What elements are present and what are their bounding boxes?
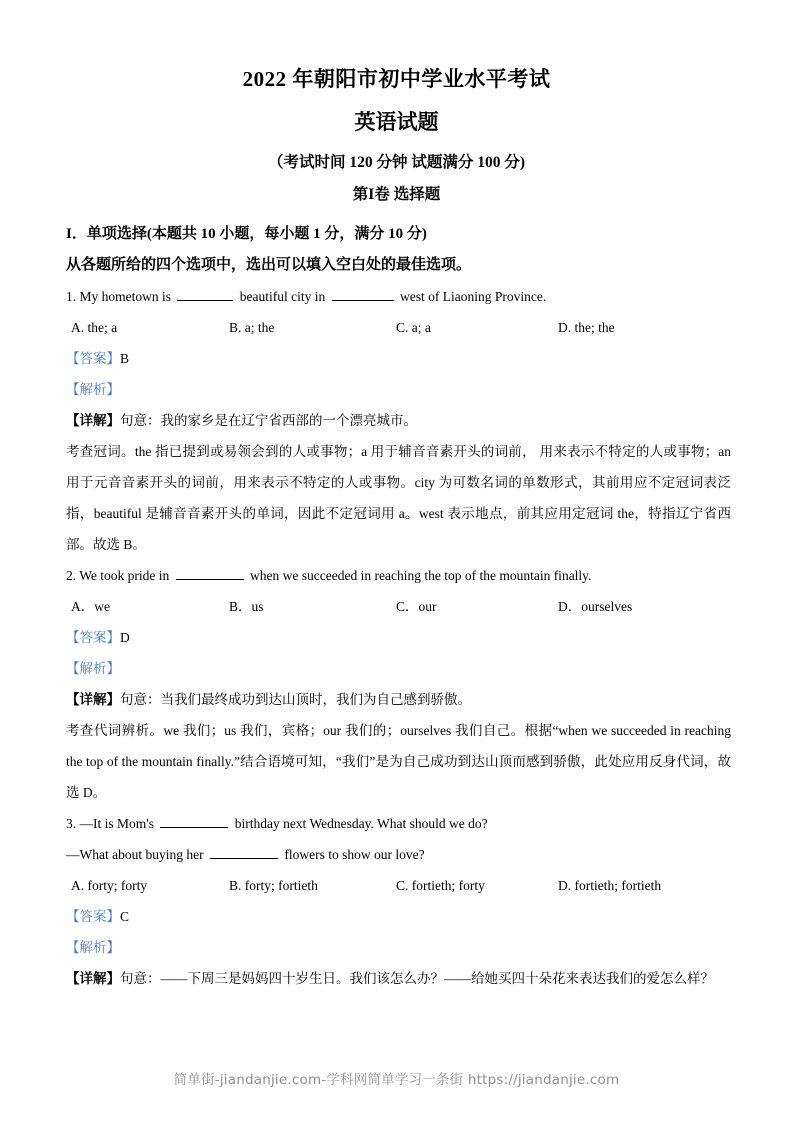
question-block xyxy=(66,281,731,560)
option-d[interactable]: D. the; the xyxy=(558,320,615,335)
question-stem-text: We took pride in xyxy=(79,568,170,583)
question-stem-text: My hometown is xyxy=(79,289,172,304)
section-instruction: 从各题所给的四个选项中，选出可以填入空白处的最佳选项。 xyxy=(66,257,472,273)
answer-tag: 【答案】 xyxy=(66,909,120,924)
option-c[interactable]: C．our xyxy=(396,599,437,614)
answer-value: B xyxy=(120,351,130,366)
analysis-tag: 【解析】 xyxy=(66,940,120,955)
detail-paragraph xyxy=(66,963,731,994)
answer-blank xyxy=(210,845,278,859)
question-stem-text: west of Liaoning Province. xyxy=(400,289,547,304)
analysis-tag: 【解析】 xyxy=(66,382,120,397)
question-stem-text: birthday next Wednesday. What should we do? xyxy=(234,816,488,831)
question-stem-text: beautiful city in xyxy=(239,289,326,304)
section-heading: I．单项选择(本题共 10 小题，每小题 1 分，满分 10 分) xyxy=(66,226,427,242)
detail-tag: 【详解】 xyxy=(66,413,120,428)
detail-tag: 【详解】 xyxy=(66,971,120,986)
answer-line xyxy=(66,901,731,932)
option-d[interactable]: D．ourselves xyxy=(558,599,633,614)
option-b[interactable]: B．us xyxy=(229,599,264,614)
question-number: 1. xyxy=(66,289,77,304)
detail-paragraph xyxy=(66,405,731,436)
paper-part-heading: 第I卷 选择题 xyxy=(352,186,441,203)
question-stem-text: flowers to show our love? xyxy=(284,847,425,862)
analysis-line xyxy=(66,653,731,684)
analysis-line xyxy=(66,374,731,405)
answer-blank xyxy=(332,287,394,301)
question-number: 2. xyxy=(66,568,77,583)
question-block xyxy=(66,808,731,994)
option-b[interactable]: B. a; the xyxy=(229,320,275,335)
answer-blank xyxy=(177,287,233,301)
question-stem xyxy=(66,839,731,870)
detail-paragraph xyxy=(66,684,731,715)
option-c[interactable]: C. a; a xyxy=(396,320,431,335)
question-stem-text: —It is Mom's xyxy=(79,816,154,831)
question-block xyxy=(66,560,731,808)
option-row xyxy=(66,591,731,622)
option-a[interactable]: A. forty; forty xyxy=(71,878,148,893)
option-row xyxy=(66,312,731,343)
option-d[interactable]: D. fortieth; fortieth xyxy=(558,878,662,893)
title-block xyxy=(0,0,793,208)
detail-text: 句意：我的家乡是在辽宁省西部的一个漂亮城市。 xyxy=(120,413,417,428)
exam-content xyxy=(0,219,793,994)
question-number: 3. xyxy=(66,816,77,831)
answer-line xyxy=(66,622,731,653)
exam-meta: （考试时间 120 分钟 试题满分 100 分) xyxy=(267,154,526,171)
question-stem xyxy=(66,808,731,839)
option-c[interactable]: C. fortieth; forty xyxy=(396,878,485,893)
analysis-tag: 【解析】 xyxy=(66,661,120,676)
question-stem xyxy=(66,560,731,591)
detail-text: 句意：当我们最终成功到达山顶时，我们为自己感到骄傲。 xyxy=(120,692,471,707)
answer-blank xyxy=(160,814,228,828)
question-stem-text: when we succeeded in reaching the top of the mountain finally. xyxy=(250,568,592,583)
answer-tag: 【答案】 xyxy=(66,630,120,645)
answer-tag: 【答案】 xyxy=(66,351,120,366)
detail-text: 句意：——下周三是妈妈四十岁生日。我们该怎么办？——给她买四十朵花来表达我们的爱怎么样？ xyxy=(120,971,714,986)
answer-blank xyxy=(176,566,244,580)
detail-paragraph: 考查冠词。the 指已提到或易领会到的人或事物；a 用于辅音音素开头的词前， 用来表示不特定的人或事物；an 用于元音音素开头的词前，用来表示不特定的人或事物。city 为可数名词的单数形式，其前用应不定冠词表泛指，beautiful 是辅音音素开头的单词，因此不定冠词用 a。west 表示地点，前其应用定冠词 the，特指辽宁省西部。故选 B。 xyxy=(66,444,731,552)
option-a[interactable]: A．we xyxy=(71,599,110,614)
answer-value: C xyxy=(120,909,130,924)
detail-tag: 【详解】 xyxy=(66,692,120,707)
question-stem-text: —What about buying her xyxy=(66,847,204,862)
option-row xyxy=(66,870,731,901)
detail-paragraph: 考查代词辨析。we 我们；us 我们，宾格；our 我们的；ourselves 我们自己。根据“when we succeeded in reaching the top of the mountain finally.”结合语境可知，“我们”是为自己成功到达山顶而感到骄傲，此处应用反身代词，故选 D。 xyxy=(66,723,731,800)
analysis-line xyxy=(66,932,731,963)
option-b[interactable]: B. forty; fortieth xyxy=(229,878,318,893)
page-subtitle: 英语试题 xyxy=(354,110,439,134)
question-stem xyxy=(66,281,731,312)
page-title: 2022 年朝阳市初中学业水平考试 xyxy=(242,67,551,91)
answer-value: D xyxy=(120,630,130,645)
footer-watermark: 简单街-jiandanjie.com-学科网简单学习一条街 https://jiandanjie.com xyxy=(173,1072,620,1088)
answer-line xyxy=(66,343,731,374)
option-a[interactable]: A. the; a xyxy=(71,320,118,335)
